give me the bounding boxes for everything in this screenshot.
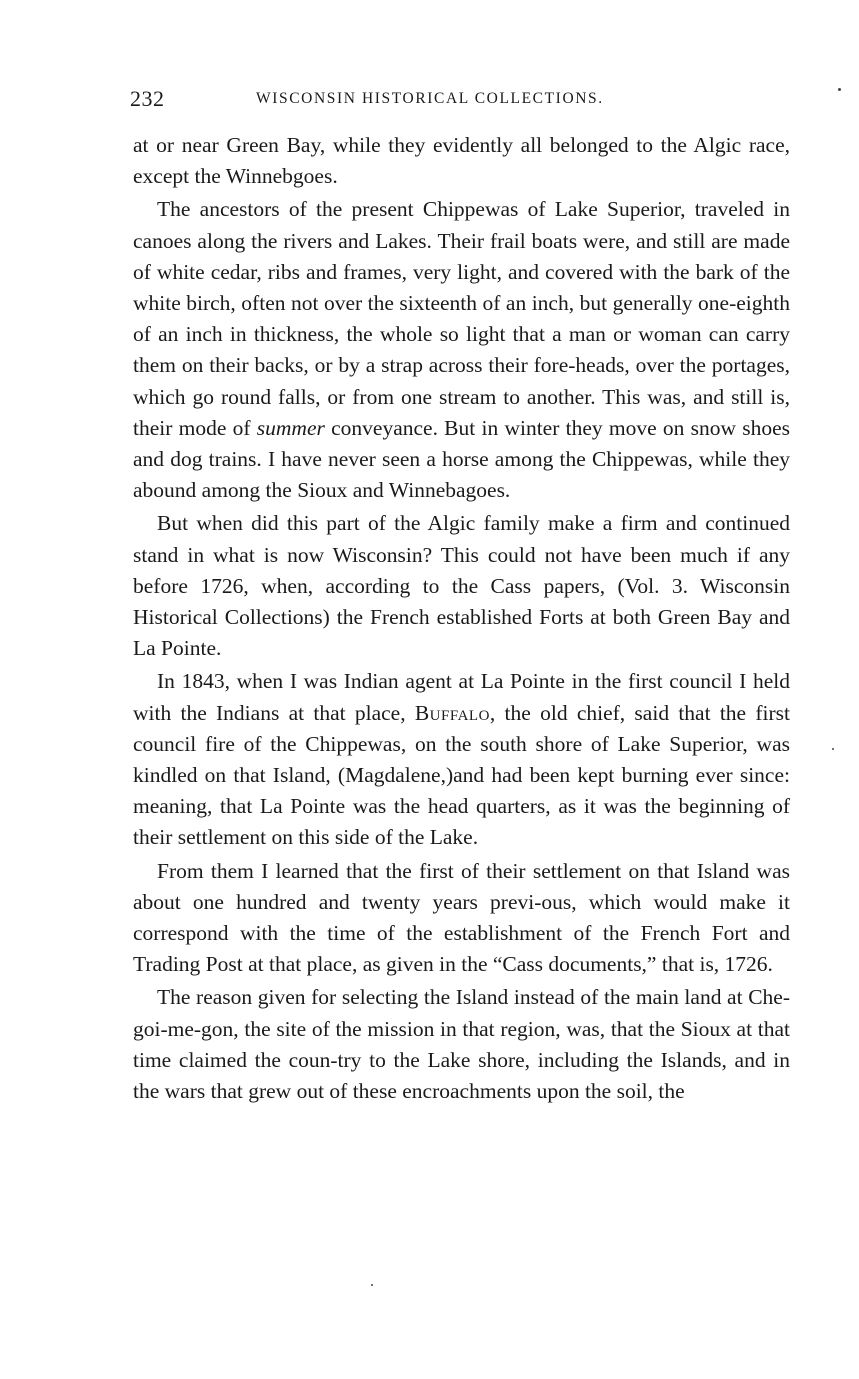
page-number: 232: [130, 86, 165, 111]
paragraph-2-text-a: The ancestors of the present Chippewas of Lake Superior, traveled in canoes along the rivers and Lakes. Their frail boats were, and still are made of white cedar, ribs and frames, very light, and covered with the bark of the white birch, often not over the sixteenth of an inch, but generally one-eighth of an inch in thickness, the whole so light that a man or woman can carry them on their backs, or by a strap across their fore-heads, over the portages, which go round falls, or from one stream to another. This was, and still is, their mode of: [133, 197, 790, 440]
paragraph-4: [133, 666, 790, 853]
scan-speck: [832, 748, 834, 750]
paragraph-6: The reason given for selecting the Island instead of the main land at Che-goi-me-gon, the site of the mission in that region, was, that the Sioux at that time claimed the coun-try to the Lake shore, including the Islands, and in the wars that grew out of these encroachments upon the soil, the: [133, 985, 790, 1104]
paragraph-3: But when did this part of the Algic family make a firm and continued stand in what is now Wisconsin? This could not have been much if any before 1726, when, according to the Cass papers, (Vol. 3. Wisconsin Historical Collections) the French established Forts at both Green Bay and La Pointe.: [133, 511, 790, 661]
paragraph-4-text-a: In 1843, when I was Indian agent at La Pointe in the first council I held with the Indians at that place,: [133, 669, 790, 725]
running-title: WISCONSIN HISTORICAL COLLECTIONS.: [256, 90, 604, 107]
chief-name: Buffalo: [414, 700, 490, 725]
paragraph-5: From them I learned that the first of their settlement on that Island was about one hundred and twenty years previ-ous, which would make it correspond with the time of the establishment of the French Fort and Trading Post at that place, as given in the “Cass documents,” that is, 1726.: [133, 858, 790, 977]
scan-speck: [838, 88, 841, 91]
paragraph-1: at or near Green Bay, while they evidently all belonged to the Algic race, except the Winnebgoes.: [133, 133, 790, 189]
paragraph-2: [133, 194, 790, 506]
page-header: [130, 86, 800, 116]
paragraph-4-text-b: , the old chief, said that the first council fire of the Chippewas, on the south shore of Lake Superior, was kindled on that Island, (Magdalene,)and had been kept burning ever since: meaning, that La Pointe was the head quarters, as it was the beginning of their settlement on this side of the Lake.: [133, 700, 790, 850]
body-text: [133, 130, 790, 1107]
scan-speck: [371, 1284, 373, 1286]
paragraph-2-emphasis: summer: [256, 415, 325, 440]
paragraph-2-text-b: conveyance. But in winter they move on snow shoes and dog trains. I have never seen a horse among the Chippewas, while they abound among the Sioux and Winnebagoes.: [133, 415, 790, 503]
